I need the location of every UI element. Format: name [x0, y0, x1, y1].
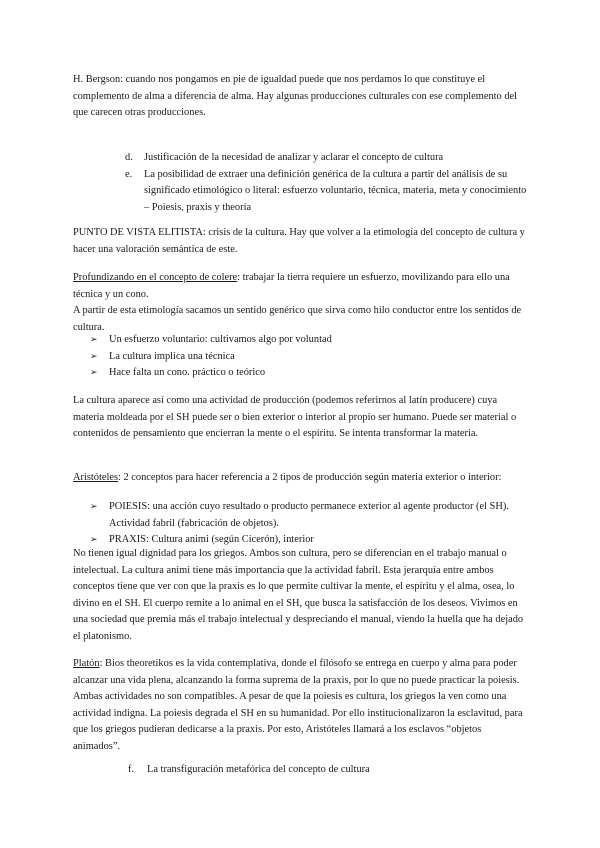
- list-item-text: La posibilidad de extraer una definición genérica de la cultura a partir del análisis de su significado etimológico o literal: esfuerzo voluntario, técnica, materia, meta y conocimiento – Poiesis, praxis y theoría: [144, 168, 527, 213]
- arrow-bullet-icon: ➢: [90, 502, 98, 512]
- arrow-bullet-icon: ➢: [90, 535, 98, 545]
- list-item-text: La transfiguración metafórica del concepto de cultura: [147, 764, 370, 775]
- list-transfiguration: [128, 762, 533, 779]
- list-item: [90, 499, 530, 532]
- list-item-text: Hace falta un cono. práctico o teórico: [109, 367, 266, 378]
- dignity-paragraph: No tienen igual dignidad para los griegos. Ambos son cultura, pero se diferencian en el trabajo manual o intelectual. La cultura animi tiene más importancia que la actividad fabril. Esta jerarquía entre ambos conceptos tiene que ver con que la praxis es lo que permite cultivar la mente, el espíritu y el alma, osea, lo divino en el SH. El cuerpo remite a lo animal en el SH, que busca la satisfacción de los deseos. Vivimos en una sociedad que premia más el trabajo intelectual y despreciando el manual, viendo la huella que ha dejado el platonismo.: [73, 548, 524, 642]
- list-marker: d.: [125, 152, 133, 163]
- list-item-text: La cultura implica una técnica: [109, 350, 235, 362]
- list-item: [90, 349, 530, 366]
- platon-paragraph: [73, 656, 528, 755]
- bergson-paragraph: H. Bergson: cuando nos pongamos en pie de igualdad puede que nos perdamos lo que constituye el complemento de alma a diferencia de alma. Hay algunas producciones culturales con ese complemento del que carecen otras producciones.: [73, 74, 518, 118]
- aristoteles-paragraph: [73, 470, 528, 487]
- colere-text-2: A partir de esta etimología sacamos un sentido genérico que sirva como hilo conductor entre los sentidos de cultura.: [73, 305, 522, 333]
- arrow-bullet-icon: ➢: [90, 335, 98, 345]
- platon-heading: Platón: [73, 658, 100, 669]
- list-item: [90, 332, 530, 349]
- list-item-d: [125, 150, 530, 167]
- list-item-f: [128, 762, 533, 779]
- list-marker: f.: [128, 764, 135, 775]
- arrow-bullet-icon: ➢: [90, 351, 98, 362]
- list-item-e: [125, 167, 530, 217]
- list-item-text: POIESIS: una acción cuyo resultado o producto permanece exterior al agente productor (el SH). Actividad fabril (fabricación de objetos).: [109, 501, 509, 529]
- colere-text: : trabajar la tierra requiere un esfuerzo, movilizando para ello una técnica y un cono.: [73, 272, 510, 300]
- list-justification: [125, 150, 530, 216]
- aristoteles-text: : 2 conceptos para hacer referencia a 2 tipos de producción según materia exterior o interior:: [118, 472, 502, 483]
- list-item: [90, 365, 530, 382]
- arrow-bullet-icon: ➢: [90, 368, 98, 378]
- list-aristoteles: [90, 499, 530, 549]
- list-colere: [90, 332, 530, 382]
- list-item-text: Justificación de la necesidad de analizar y aclarar el concepto de cultura: [144, 152, 444, 163]
- platon-text: : Bios theoretikos es la vida contemplativa, donde el filósofo se entrega en cuerpo y alma para poder alcanzar una vida plena, alcanzando la forma suprema de la praxis, por lo que no puede practicar la poiesis. Ambas actividades no son compatibles. A pesar de que la poiesis es cultura, los griegos la ven como una actividad indigna. La poiesis degrada el SH en su humanidad. Por ello institucionalizaron la esclavitud, para que los griegos pudieran dedicarse a la praxis. Por esto, Aristóteles llamará a los esclavos “objetos animados”.: [73, 658, 523, 752]
- elitist-paragraph: PUNTO DE VISTA ELITISTA: crisis de la cultura. Hay que volver a la etimología del concepto de cultura y hacer una valoración semántica de este.: [73, 227, 525, 255]
- aristoteles-heading: Aristóteles: [73, 472, 119, 483]
- list-item-text: PRAXIS: Cultura animi (según Cicerón), interior: [109, 534, 314, 545]
- list-marker: e.: [125, 168, 133, 180]
- list-item-text: Un esfuerzo voluntario: cultivamos algo por voluntad: [109, 334, 332, 345]
- colere-heading: Profundizando en el concepto de colere: [73, 272, 238, 283]
- production-paragraph: La cultura aparece así como una actividad de producción (podemos referirnos al latín producere) cuya materia moldeada por el SH puede ser o bien exterior o interior al propio ser humano. Puede ser material o contenidos de pensamiento que encierran la mente o el espíritu. Se intenta transformar la materia.: [73, 395, 517, 439]
- colere-paragraph: [73, 270, 528, 336]
